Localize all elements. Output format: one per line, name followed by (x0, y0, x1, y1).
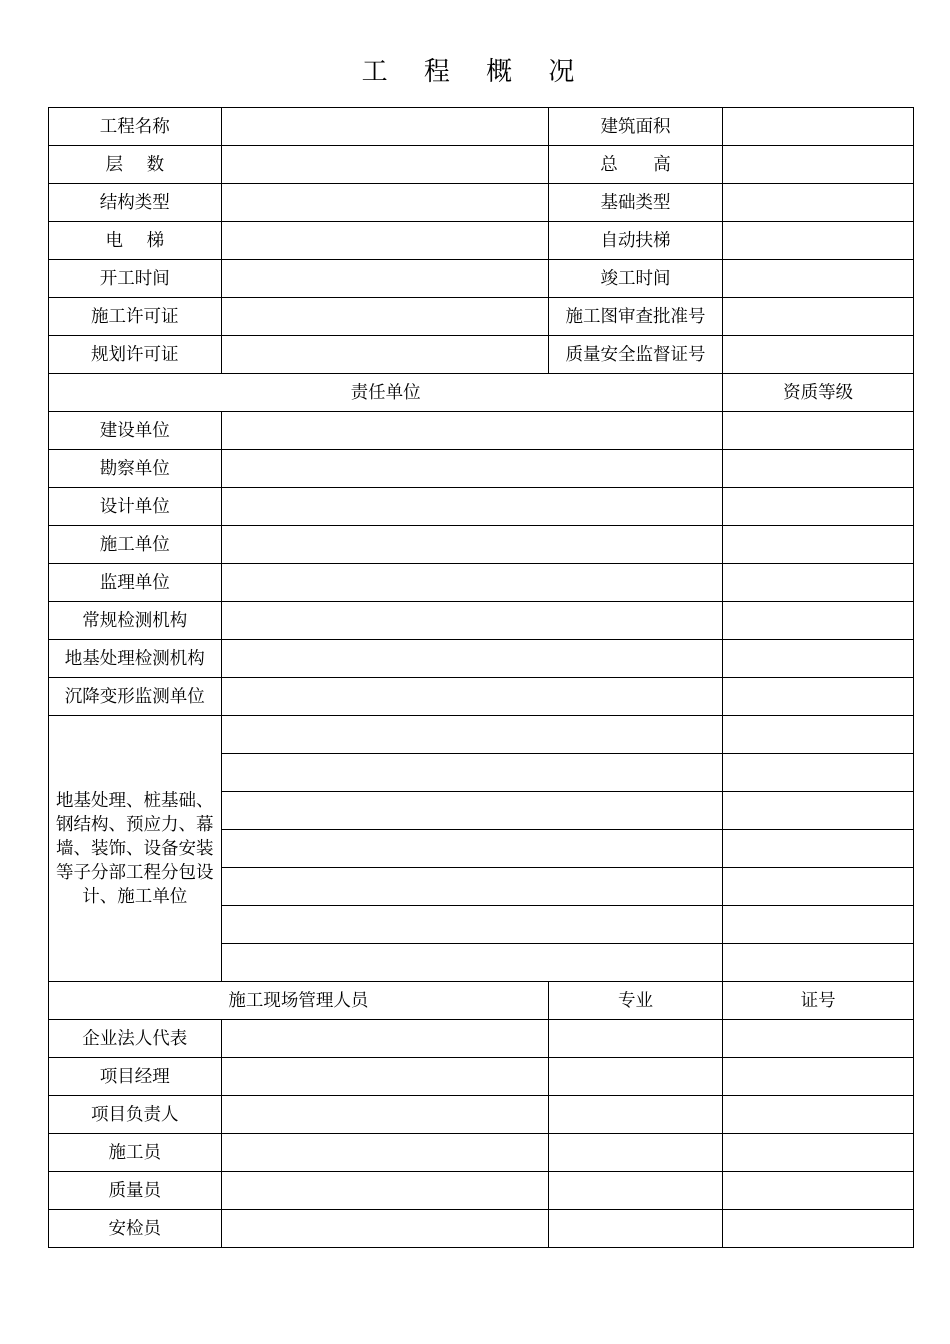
unit-label: 勘察单位 (49, 450, 222, 488)
personnel-row (49, 1134, 914, 1172)
field-value[interactable] (723, 108, 914, 146)
units-header-row (49, 374, 914, 412)
personnel-header-cert: 证号 (723, 982, 914, 1020)
unit-row (49, 450, 914, 488)
personnel-header-row (49, 982, 914, 1020)
subcontract-name-field[interactable] (221, 830, 723, 868)
unit-name-field[interactable] (221, 488, 723, 526)
info-row (49, 108, 914, 146)
personnel-major-field[interactable] (548, 1058, 723, 1096)
unit-label: 设计单位 (49, 488, 222, 526)
unit-row (49, 564, 914, 602)
unit-label: 沉降变形监测单位 (49, 678, 222, 716)
unit-label: 地基处理检测机构 (49, 640, 222, 678)
field-label: 总 高 (548, 146, 723, 184)
field-label: 层 数 (49, 146, 222, 184)
unit-label: 施工单位 (49, 526, 222, 564)
project-overview-table (48, 107, 914, 1248)
personnel-label: 项目负责人 (49, 1096, 222, 1134)
personnel-label: 安检员 (49, 1210, 222, 1248)
field-label: 基础类型 (548, 184, 723, 222)
field-label: 竣工时间 (548, 260, 723, 298)
field-value[interactable] (221, 298, 548, 336)
info-row (49, 146, 914, 184)
unit-grade-field[interactable] (723, 564, 914, 602)
personnel-name-field[interactable] (221, 1020, 548, 1058)
field-value[interactable] (221, 108, 548, 146)
personnel-cert-field[interactable] (723, 1020, 914, 1058)
field-label: 规划许可证 (49, 336, 222, 374)
personnel-major-field[interactable] (548, 1172, 723, 1210)
field-value[interactable] (723, 298, 914, 336)
subcontract-grade-field[interactable] (723, 830, 914, 868)
field-value[interactable] (221, 222, 548, 260)
subcontract-grade-field[interactable] (723, 792, 914, 830)
field-label: 建筑面积 (548, 108, 723, 146)
field-value[interactable] (221, 146, 548, 184)
personnel-label: 质量员 (49, 1172, 222, 1210)
info-row (49, 222, 914, 260)
unit-grade-field[interactable] (723, 640, 914, 678)
field-value[interactable] (723, 260, 914, 298)
field-value[interactable] (723, 146, 914, 184)
subcontract-grade-field[interactable] (723, 754, 914, 792)
unit-label: 建设单位 (49, 412, 222, 450)
unit-row (49, 526, 914, 564)
subcontract-grade-field[interactable] (723, 868, 914, 906)
field-value[interactable] (723, 184, 914, 222)
field-label: 结构类型 (49, 184, 222, 222)
personnel-name-field[interactable] (221, 1134, 548, 1172)
personnel-header-major: 专业 (548, 982, 723, 1020)
info-row (49, 184, 914, 222)
subcontract-label: 地基处理、桩基础、钢结构、预应力、幕墙、装饰、设备安装等子分部工程分包设计、施工单位 (49, 716, 222, 982)
personnel-row (49, 1210, 914, 1248)
personnel-name-field[interactable] (221, 1172, 548, 1210)
units-header-unit: 责任单位 (49, 374, 723, 412)
personnel-name-field[interactable] (221, 1096, 548, 1134)
field-label: 施工许可证 (49, 298, 222, 336)
personnel-name-field[interactable] (221, 1210, 548, 1248)
personnel-cert-field[interactable] (723, 1172, 914, 1210)
personnel-name-field[interactable] (221, 1058, 548, 1096)
subcontract-name-field[interactable] (221, 944, 723, 982)
unit-grade-field[interactable] (723, 526, 914, 564)
info-row (49, 336, 914, 374)
field-label: 电 梯 (49, 222, 222, 260)
unit-name-field[interactable] (221, 450, 723, 488)
personnel-major-field[interactable] (548, 1096, 723, 1134)
unit-name-field[interactable] (221, 564, 723, 602)
personnel-label: 企业法人代表 (49, 1020, 222, 1058)
personnel-major-field[interactable] (548, 1020, 723, 1058)
unit-row (49, 412, 914, 450)
unit-name-field[interactable] (221, 412, 723, 450)
subcontract-name-field[interactable] (221, 868, 723, 906)
unit-label: 常规检测机构 (49, 602, 222, 640)
personnel-cert-field[interactable] (723, 1134, 914, 1172)
personnel-label: 项目经理 (49, 1058, 222, 1096)
unit-name-field[interactable] (221, 640, 723, 678)
field-label: 施工图审查批准号 (548, 298, 723, 336)
field-value[interactable] (221, 260, 548, 298)
unit-row (49, 640, 914, 678)
unit-grade-field[interactable] (723, 450, 914, 488)
subcontract-name-field[interactable] (221, 754, 723, 792)
personnel-row (49, 1172, 914, 1210)
unit-row (49, 678, 914, 716)
subcontract-name-field[interactable] (221, 716, 723, 754)
personnel-row (49, 1096, 914, 1134)
unit-grade-field[interactable] (723, 678, 914, 716)
subcontract-grade-field[interactable] (723, 944, 914, 982)
personnel-cert-field[interactable] (723, 1058, 914, 1096)
subcontract-grade-field[interactable] (723, 906, 914, 944)
personnel-header-name: 施工现场管理人员 (49, 982, 549, 1020)
subcontract-grade-field[interactable] (723, 716, 914, 754)
info-row (49, 260, 914, 298)
field-value[interactable] (723, 336, 914, 374)
page-title: 工 程 概 况 (361, 57, 589, 87)
field-label: 工程名称 (49, 108, 222, 146)
unit-grade-field[interactable] (723, 412, 914, 450)
unit-row (49, 488, 914, 526)
unit-grade-field[interactable] (723, 488, 914, 526)
subcontract-name-field[interactable] (221, 792, 723, 830)
personnel-row (49, 1058, 914, 1096)
field-value[interactable] (221, 184, 548, 222)
unit-name-field[interactable] (221, 602, 723, 640)
unit-name-field[interactable] (221, 526, 723, 564)
field-label: 质量安全监督证号 (548, 336, 723, 374)
personnel-major-field[interactable] (548, 1134, 723, 1172)
field-value[interactable] (723, 222, 914, 260)
unit-name-field[interactable] (221, 678, 723, 716)
field-label: 自动扶梯 (548, 222, 723, 260)
subcontract-row (49, 716, 914, 754)
personnel-row (49, 1020, 914, 1058)
unit-grade-field[interactable] (723, 602, 914, 640)
field-label: 开工时间 (49, 260, 222, 298)
personnel-major-field[interactable] (548, 1210, 723, 1248)
unit-label: 监理单位 (49, 564, 222, 602)
personnel-cert-field[interactable] (723, 1210, 914, 1248)
personnel-label: 施工员 (49, 1134, 222, 1172)
field-value[interactable] (221, 336, 548, 374)
unit-row (49, 602, 914, 640)
subcontract-name-field[interactable] (221, 906, 723, 944)
info-row (49, 298, 914, 336)
personnel-cert-field[interactable] (723, 1096, 914, 1134)
units-header-grade: 资质等级 (723, 374, 914, 412)
